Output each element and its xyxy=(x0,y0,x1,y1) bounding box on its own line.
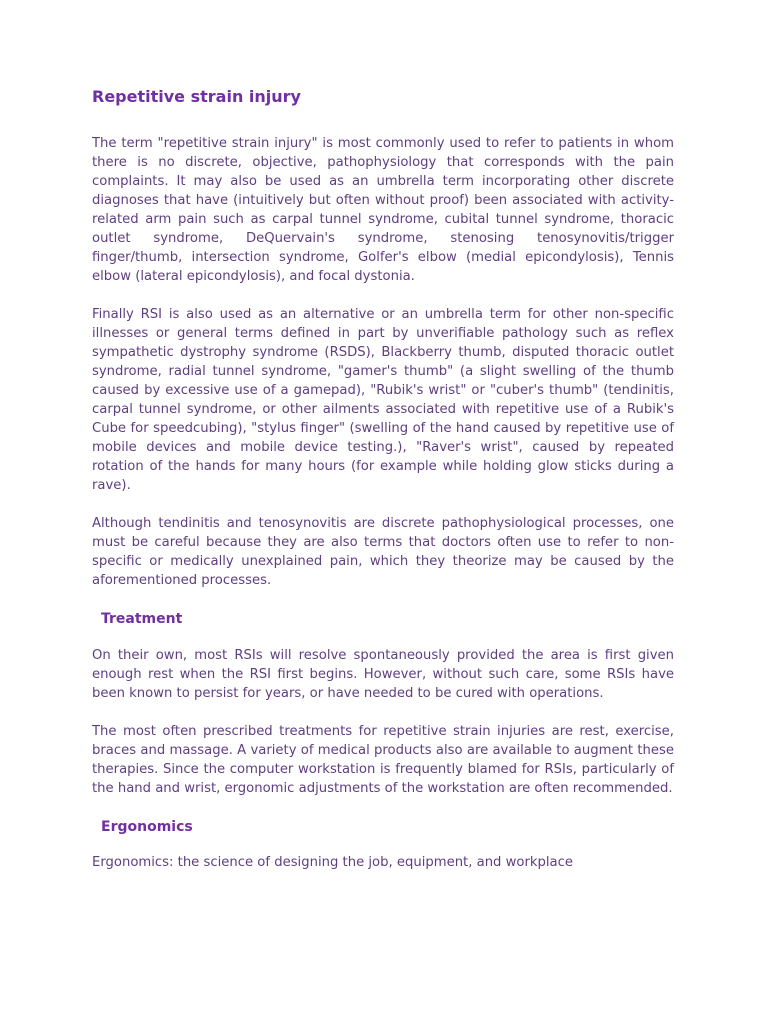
intro-paragraph-1: The term "repetitive strain injury" is most commonly used to refer to patients in whom there is no discrete, objective, pathophysiology that corresponds with the pain complaints. It may also be used as an umbrella term incorporating other discrete diagnoses that have (intuitively but often without proof) been associated with activity-related arm pain such as carpal tunnel syndrome, cubital tunnel syndrome, thoracic outlet syndrome, DeQuervain's syndrome, stenosing tenosynovitis/trigger finger/thumb, intersection syndrome, Golfer's elbow (medial epicondylosis), Tennis elbow (lateral epicondylosis), and focal dystonia. xyxy=(92,136,674,284)
treatment-paragraph-2: The most often prescribed treatments for repetitive strain injuries are rest, exercise, braces and massage. A variety of medical products also are available to augment these therapies. Since the computer workstation is frequently blamed for RSIs, particularly of the hand and wrist, ergonomic adjustments of the workstation are often recommended. xyxy=(92,724,674,796)
document-page xyxy=(92,82,674,891)
treatment-heading: Treatment xyxy=(101,611,183,627)
ergonomics-heading: Ergonomics xyxy=(101,819,193,835)
document-title: Repetitive strain injury xyxy=(92,87,301,106)
ergonomics-paragraph-1: Ergonomics: the science of designing the job, equipment, and workplace xyxy=(92,855,574,870)
intro-paragraph-3: Although tendinitis and tenosynovitis are discrete pathophysiological processes, one must be careful because they are also terms that doctors often use to refer to non-specific or medically unexplained pain, which they theorize may be caused by the aforementioned processes. xyxy=(92,516,674,588)
treatment-paragraph-1: On their own, most RSIs will resolve spontaneously provided the area is first given enough rest when the RSI first begins. However, without such care, some RSIs have been known to persist for years, or have needed to be cured with operations. xyxy=(92,648,674,701)
intro-paragraph-2: Finally RSI is also used as an alternative or an umbrella term for other non-specific illnesses or general terms defined in part by unverifiable pathology such as reflex sympathetic dystrophy syndrome (RSDS), Blackberry thumb, disputed thoracic outlet syndrome, radial tunnel syndrome, "gamer's thumb" (a slight swelling of the thumb caused by excessive use of a gamepad), "Rubik's wrist" or "cuber's thumb" (tendinitis, carpal tunnel syndrome, or other ailments associated with repetitive use of a Rubik's Cube for speedcubing), "stylus finger" (swelling of the hand caused by repetitive use of mobile devices and mobile device testing.), "Raver's wrist", caused by repeated rotation of the hands for many hours (for example while holding glow sticks during a rave). xyxy=(92,307,674,493)
